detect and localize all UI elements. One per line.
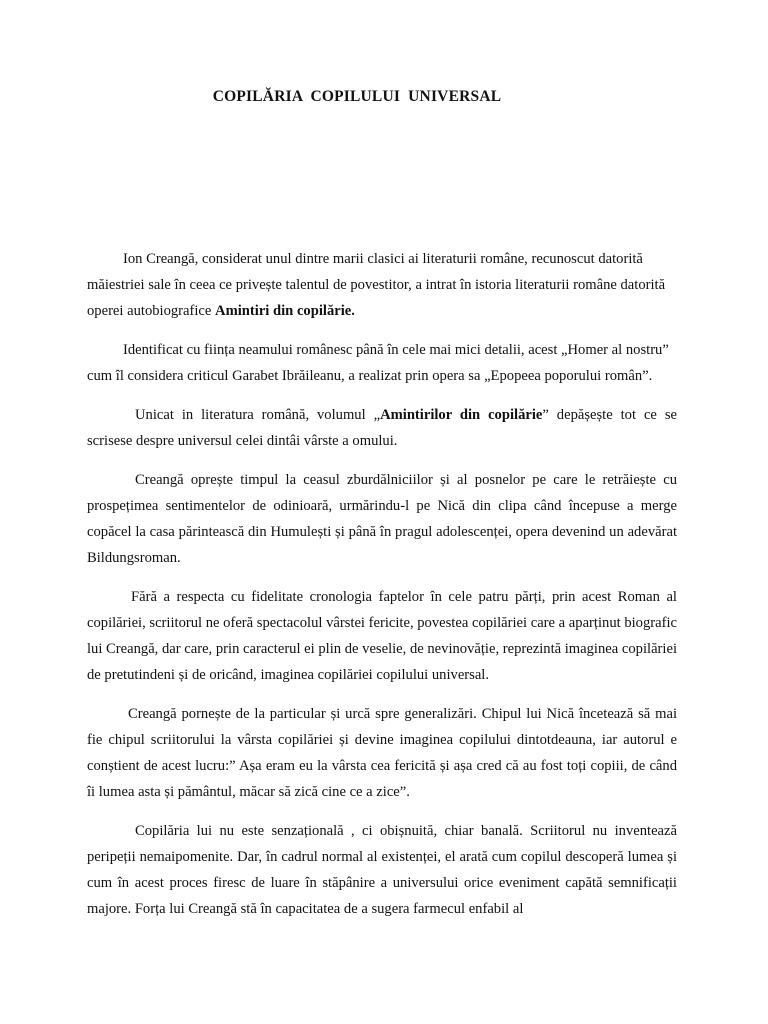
- book-title-bold: Amintiri din copilărie.: [215, 303, 355, 319]
- paragraph-text: Identificat cu ființa neamului românesc până în cele mai mici detalii, acest „Homer al nostru” cum îl considera criticul Garabet Ibrăileanu, a realizat prin opera sa „Epopeea poporului român”.: [87, 342, 669, 384]
- paragraph-text: Ion Creangă, considerat unul dintre marii clasici ai literaturii române, recunoscut datorită măiestriei sale în ceea ce privește talentul de povestitor, a intrat în istoria literaturii române datorită operei autobiografice: [87, 251, 666, 319]
- paragraph-text: Creangă oprește timpul la ceasul zburdălniciilor și al posnelor pe care le retrăiește cu prospețimea sentimentelor de odinioară, urmărindu-l pe Nică din clipa când începuse a merge copăcel la casa părintească din Humulești și până în pragul adolescenței, opera devenind un adevărat Bildungsroman.: [87, 472, 677, 566]
- paragraph-text-after: ” depășește tot ce se scrisese despre universul celei dintâi vârste a omului.: [87, 407, 677, 449]
- paragraph-text: Unicat in literatura română, volumul „: [135, 407, 381, 423]
- paragraph-text: Copilăria lui nu este senzațională , ci obișnuită, chiar banală. Scriitorul nu inventează peripeții nemaipomenite. Dar, în cadrul normal al existenței, el arată cum copilul descoperă lumea și cum în acest proces firesc de luare în stăpânire a universului orice eveniment capătă semnificații majore. Forța lui Creangă stă în capacitatea de a sugera farmecul enfabil al: [87, 823, 677, 917]
- paragraph-cronologia: [87, 584, 677, 688]
- paragraph-unicat: [87, 402, 677, 454]
- document-body: [87, 246, 677, 935]
- paragraph-homer: [87, 337, 677, 389]
- document-title: COPILĂRIA COPILULUI UNIVERSAL: [212, 88, 502, 105]
- paragraph-particular: [87, 701, 677, 805]
- paragraph-senzationala: [87, 818, 677, 922]
- paragraph-intro: [87, 246, 677, 324]
- paragraph-text: Creangă pornește de la particular și urcă spre generalizări. Chipul lui Nică încetează să mai fie chipul scriitorului la vârsta copilăriei și devine imaginea copilului dintotdeauna, iar autorul e conștient de acest lucru:” Așa eram eu la vârsta cea fericită și așa cred că au fost toți copiii, de când îi lumea asta și pământul, măcar să zică cine ce a zice”.: [87, 706, 677, 800]
- book-title-bold: Amintirilor din copilărie: [380, 407, 543, 423]
- paragraph-timpul: [87, 467, 677, 571]
- paragraph-text: Fără a respecta cu fidelitate cronologia faptelor în cele patru părți, prin acest Roman al copilăriei, scriitorul ne oferă spectacolul vârstei fericite, povestea copilăriei care a aparținut biografic lui Creangă, dar care, prin caracterul ei plin de veselie, de nevinovăție, reprezintă imaginea copilăriei de pretutindeni și de oricând, imaginea copilăriei copilului universal.: [87, 589, 677, 683]
